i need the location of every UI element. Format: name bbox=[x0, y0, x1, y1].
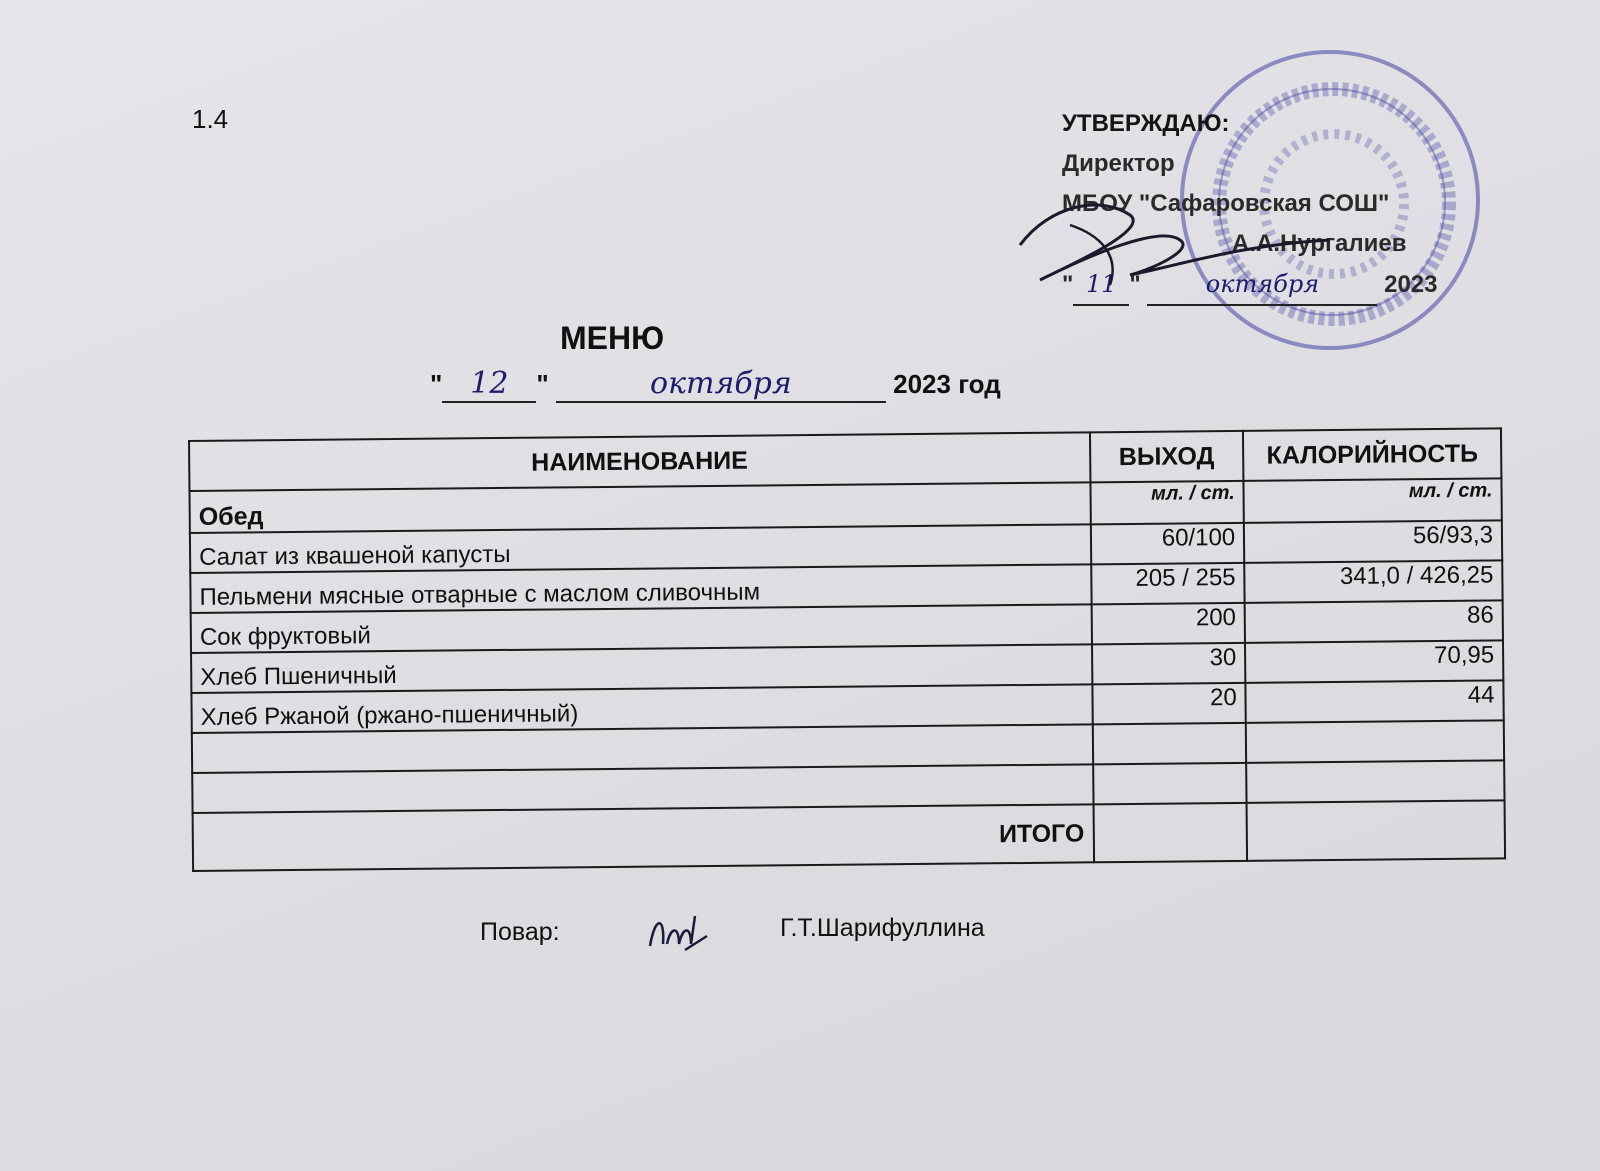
approval-date-day: 11 bbox=[1073, 264, 1129, 306]
approval-title: УТВЕРЖДАЮ: bbox=[1062, 110, 1230, 137]
header-name: НАИМЕНОВАНИЕ bbox=[189, 432, 1090, 491]
item-calories: 70,95 bbox=[1245, 640, 1503, 682]
approval-date-year: 2023 bbox=[1384, 271, 1438, 298]
total-label: ИТОГО bbox=[193, 804, 1094, 871]
total-row bbox=[193, 800, 1505, 871]
item-calories: 44 bbox=[1246, 680, 1504, 722]
approval-name: А.А.Нургалиев bbox=[1232, 230, 1407, 257]
menu-date: " 12 " октября 2023 год bbox=[430, 366, 1001, 401]
item-calories: 341,0 / 426,25 bbox=[1244, 560, 1502, 602]
item-calories: 56/93,3 bbox=[1244, 520, 1502, 562]
approval-date-month: октября bbox=[1147, 264, 1377, 306]
menu-title: МЕНЮ bbox=[560, 320, 665, 356]
document-number: 1.4 bbox=[192, 104, 229, 134]
menu-date-day: 12 bbox=[442, 366, 536, 403]
cook-signature-icon bbox=[645, 906, 715, 956]
item-name: Хлеб Ржаной (ржано-пшеничный) bbox=[191, 684, 1092, 733]
approval-position: Директор bbox=[1062, 150, 1175, 177]
cook-block bbox=[480, 914, 985, 947]
unit-calories: мл. / ст. bbox=[1244, 478, 1502, 522]
approval-date: " 11 " октября 2023 bbox=[1062, 264, 1438, 306]
total-calories bbox=[1247, 800, 1505, 860]
item-name: Пельмени мясные отварные с маслом сливочным bbox=[190, 564, 1091, 613]
unit-yield: мл. / ст. bbox=[1090, 481, 1244, 524]
item-yield: 205 / 255 bbox=[1091, 563, 1245, 604]
section-label: Обед bbox=[189, 482, 1090, 533]
item-yield: 20 bbox=[1092, 683, 1246, 724]
director-signature-icon bbox=[1010, 185, 1340, 305]
header-yield: ВЫХОД bbox=[1090, 431, 1244, 482]
item-name: Салат из квашеной капусты bbox=[190, 524, 1091, 573]
item-yield: 60/100 bbox=[1090, 523, 1244, 564]
menu-table bbox=[188, 427, 1506, 872]
header-calories: КАЛОРИЙНОСТЬ bbox=[1243, 428, 1501, 480]
approval-organization: МБОУ "Сафаровская СОШ" bbox=[1062, 190, 1390, 217]
menu-date-year: 2023 год bbox=[893, 369, 1001, 399]
total-yield bbox=[1093, 803, 1247, 862]
item-yield: 30 bbox=[1092, 643, 1246, 684]
menu-date-month: октября bbox=[556, 366, 886, 403]
item-calories: 86 bbox=[1245, 600, 1503, 642]
cook-label: Повар: bbox=[480, 918, 560, 946]
item-yield: 200 bbox=[1091, 603, 1245, 644]
item-name: Хлеб Пшеничный bbox=[191, 644, 1092, 693]
cook-name: Г.Т.Шарифуллина bbox=[780, 914, 985, 942]
item-name: Сок фруктовый bbox=[191, 604, 1092, 653]
